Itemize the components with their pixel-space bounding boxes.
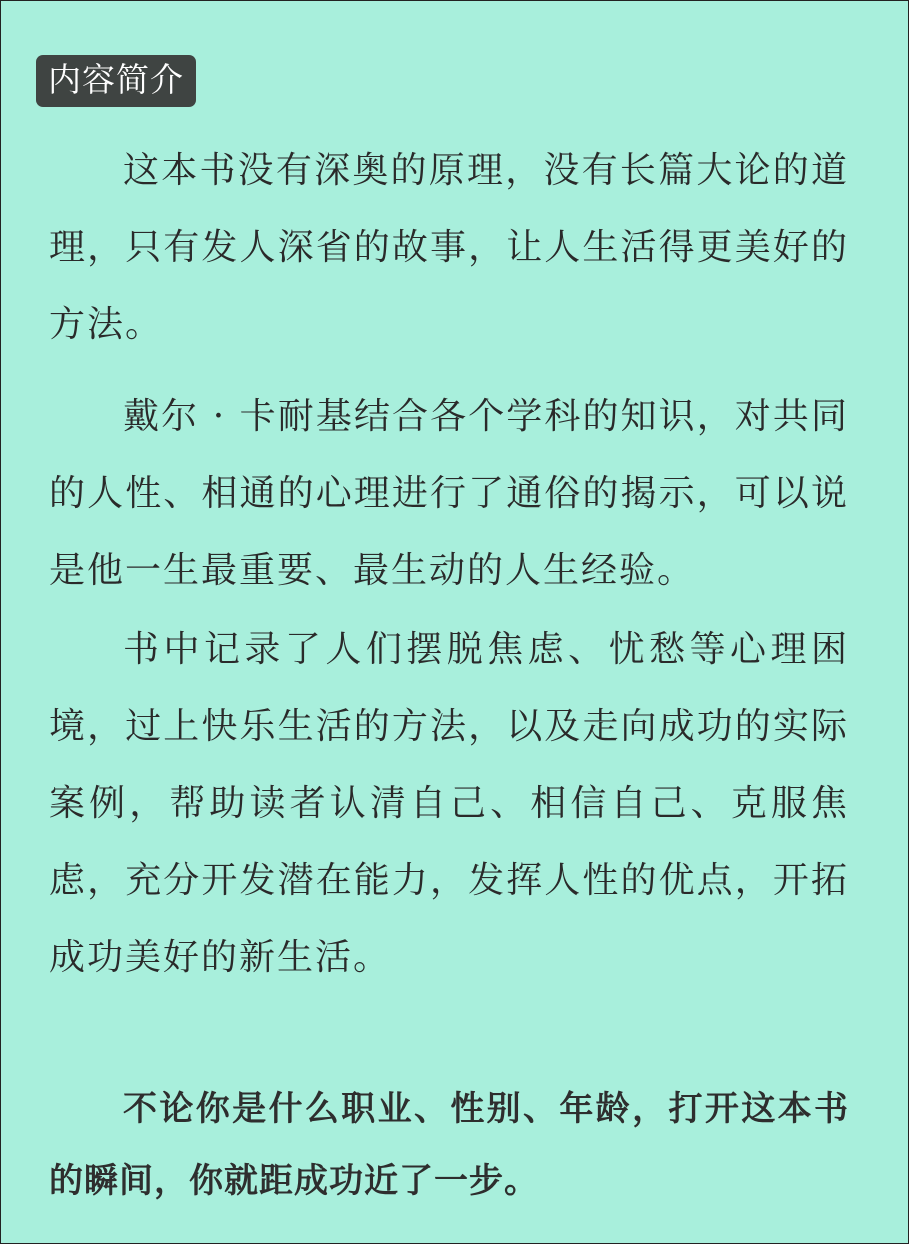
section-label-badge: 内容简介 <box>36 55 196 107</box>
intro-paragraph-1: 这本书没有深奥的原理，没有长篇大论的道理，只有发人深省的故事，让人生活得更美好的方法。 <box>49 150 849 345</box>
closing-statement: 不论你是什么职业、性别、年龄，打开这本书的瞬间，你就距成功近了一步。 <box>49 1089 849 1201</box>
intro-paragraph-3: 书中记录了人们摆脱焦虑、忧愁等心理困境，过上快乐生活的方法，以及走向成功的实际案例，帮助读者认清自己、相信自己、克服焦虑，充分开发潜在能力，发挥人性的优点，开拓成功美好的新生活。 <box>49 629 849 978</box>
intro-paragraph-2: 戴尔 · 卡耐基结合各个学科的知识，对共同的人性、相通的心理进行了通俗的揭示，可以说是他一生最重要、最生动的人生经验。 <box>49 396 849 591</box>
